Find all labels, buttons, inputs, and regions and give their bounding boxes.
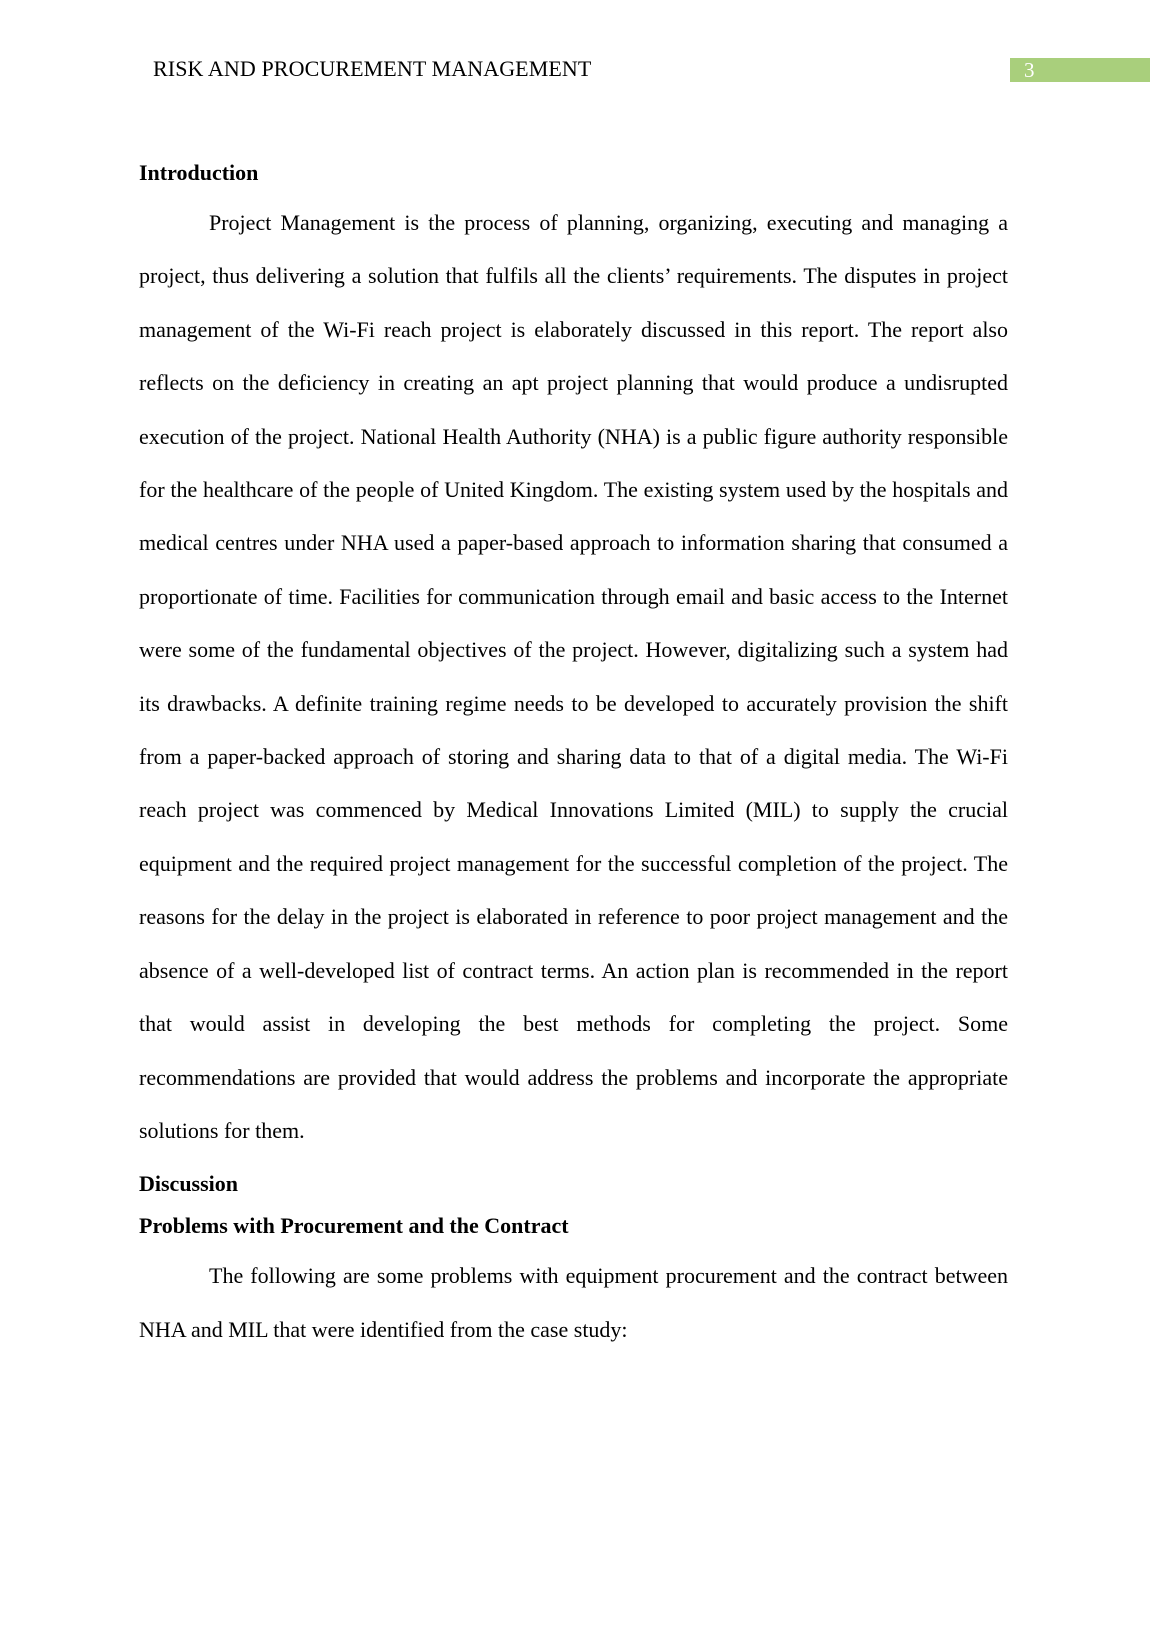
- problems-paragraph: The following are some problems with equipment procurement and the contract between NHA and MIL that were identified from the case study:: [139, 1263, 1008, 1342]
- introduction-paragraph: Project Management is the process of planning, organizing, executing and managing a project, thus delivering a solution that fulfils all the clients’ requirements. The disputes in project management of the Wi-Fi reach project is elaborately discussed in this report. The report also reflects on the deficiency in creating an apt project planning that would produce a undisrupted execution of the project. National Health Authority (NHA) is a public figure authority responsible for the healthcare of the people of United Kingdom. The existing system used by the hospitals and medical centres under NHA used a paper-based approach to information sharing that consumed a proportionate of time. Facilities for communication through email and basic access to the Internet were some of the fundamental objectives of the project. However, digitalizing such a system had its drawbacks. A definite training regime needs to be developed to accurately provision the shift from a paper-backed approach of storing and sharing data to that of a digital media. The Wi-Fi reach project was commenced by Medical Innovations Limited (MIL) to supply the crucial equipment and the required project management for the successful completion of the project. The reasons for the delay in the project is elaborated in reference to poor project management and the absence of a well-developed list of contract terms. An action plan is recommended in the report that would assist in developing the best methods for completing the project. Some recommendations are provided that would address the problems and incorporate the appropriate solutions for them.: [139, 210, 1008, 1143]
- problems-heading: Problems with Procurement and the Contract: [139, 1213, 569, 1239]
- discussion-heading: Discussion: [139, 1171, 239, 1197]
- introduction-heading: Introduction: [139, 160, 259, 185]
- page-number: 3: [1010, 58, 1150, 82]
- document-body: [139, 158, 1008, 1356]
- running-head: RISK AND PROCUREMENT MANAGEMENT: [153, 56, 592, 81]
